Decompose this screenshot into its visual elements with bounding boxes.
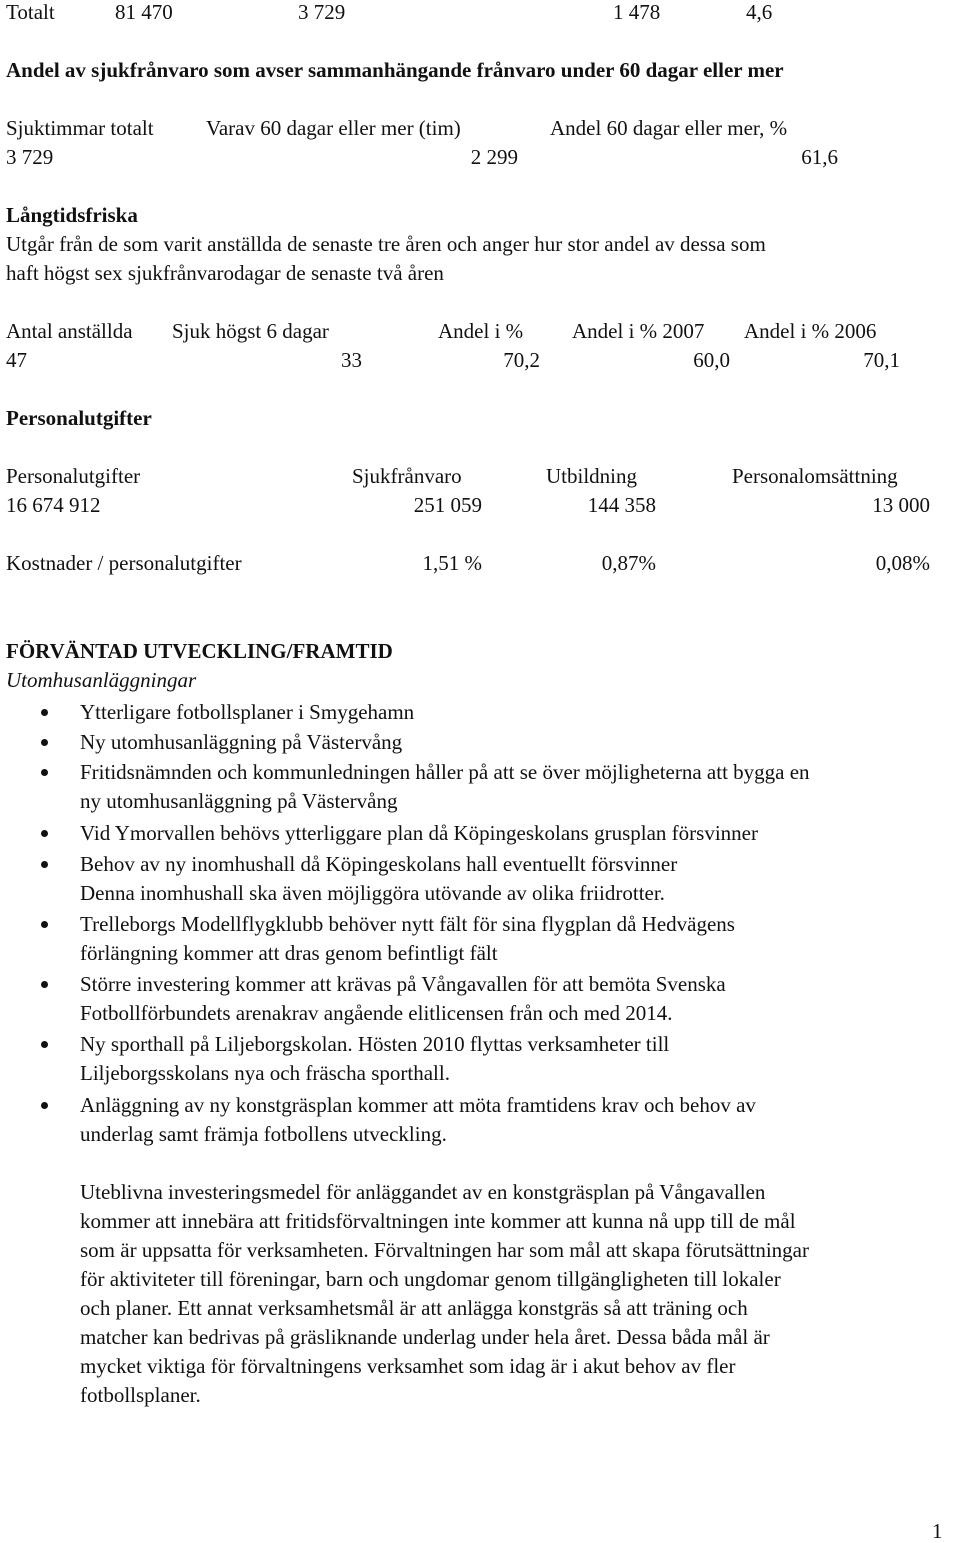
bullet-text-line: Fotbollförbundets arenakrav angående elitlicensen från och med 2014. [80,1001,673,1025]
long-absence-header-1: Sjuktimmar totalt [6,116,154,140]
bullet-icon [41,769,48,776]
paragraph-line: för aktiviteter till föreningar, barn och ungdomar genom tillgängligheten till lokaler [80,1267,781,1291]
healthy-header-1: Antal anställda [6,319,133,343]
healthy-value-3: 70,2 [503,348,540,372]
bullet-icon [41,709,48,716]
totals-value-2: 3 729 [298,0,346,24]
bullet-text-line: förlängning kommer att dras genom befintligt fält [80,941,498,965]
healthy-header-2: Sjuk högst 6 dagar [172,319,329,343]
healthy-header-3: Andel i % [438,319,524,343]
healthy-value-2: 33 [341,348,362,372]
personnel-header-3: Utbildning [546,464,638,488]
bullet-icon [41,830,48,837]
bullet-icon [41,981,48,988]
long-absence-value-2: 2 299 [470,145,518,169]
healthy-value-5: 70,1 [863,348,900,372]
cost-ratio-training: 0,87% [601,551,656,575]
personnel-heading: Personalutgifter [6,406,152,430]
future-subheading: Utomhusanläggningar [6,668,197,692]
bullet-text-line: Ny sporthall på Liljeborgskolan. Hösten 2010 flyttas verksamheter till [80,1032,670,1056]
bullet-text-line: Större investering kommer att krävas på Vångavallen för att bemöta Svenska [80,972,726,996]
personnel-value-1: 16 674 912 [6,493,101,517]
personnel-value-4: 13 000 [872,493,930,517]
healthy-value-4: 60,0 [693,348,730,372]
bullet-text-line: Trelleborgs Modellflygklubb behöver nytt fält för sina flygplan då Hedvägens [80,912,735,936]
personnel-header-2: Sjukfrånvaro [352,464,462,488]
personnel-header-1: Personalutgifter [6,464,141,488]
paragraph-line: kommer att innebära att fritidsförvaltningen inte kommer att kunna nå upp till de mål [80,1209,796,1233]
totals-value-4: 4,6 [746,0,773,24]
bullet-icon [41,1102,48,1109]
paragraph-line: och planer. Ett annat verksamhetsmål är att anlägga konstgräs så att träning och [80,1296,748,1320]
cost-ratio-turnover: 0,08% [875,551,930,575]
cost-ratio-sick-leave: 1,51 % [422,551,482,575]
paragraph-line: matcher kan bedrivas på gräsliknande underlag under hela året. Dessa båda mål är [80,1325,770,1349]
bullet-text-line: Anläggning av ny konstgräsplan kommer att möta framtidens krav och behov av [80,1093,756,1117]
bullet-icon [41,921,48,928]
healthy-heading: Långtidsfriska [6,203,138,227]
page-number: 1 [932,1519,943,1543]
bullet-icon [41,739,48,746]
bullet-icon [41,861,48,868]
totals-value-3: 1 478 [613,0,661,24]
paragraph-line: Uteblivna investeringsmedel för anläggandet av en konstgräsplan på Vångavallen [80,1180,766,1204]
future-heading: FÖRVÄNTAD UTVECKLING/FRAMTID [6,639,393,663]
totals-value-1: 81 470 [115,0,173,24]
totals-label: Totalt [6,0,55,24]
healthy-description-line-2: haft högst sex sjukfrånvarodagar de senaste två åren [6,261,444,285]
long-absence-value-1: 3 729 [6,145,54,169]
long-absence-heading: Andel av sjukfrånvaro som avser sammanhängande frånvaro under 60 dagar eller mer [6,58,784,82]
bullet-text-line: Ny utomhusanläggning på Västervång [80,730,403,754]
paragraph-line: som är uppsatta för verksamheten. Förvaltningen har som mål att skapa förutsättningar [80,1238,809,1262]
personnel-header-4: Personalomsättning [732,464,898,488]
healthy-header-5: Andel i % 2006 [744,319,877,343]
long-absence-header-3: Andel 60 dagar eller mer, % [550,116,788,140]
bullet-text-line: Denna inomhushall ska även möjliggöra utövande av olika friidrotter. [80,881,665,905]
healthy-header-4: Andel i % 2007 [572,319,705,343]
bullet-icon [41,1041,48,1048]
healthy-value-1: 47 [6,348,27,372]
cost-ratio-label: Kostnader / personalutgifter [6,551,242,575]
bullet-text-line: Behov av ny inomhushall då Köpingeskolans hall eventuellt försvinner [80,852,678,876]
personnel-value-2: 251 059 [413,493,482,517]
paragraph-line: mycket viktiga för förvaltningens verksamhet som idag är i akut behov av fler [80,1354,736,1378]
bullet-text-line: ny utomhusanläggning på Västervång [80,789,398,813]
long-absence-value-3: 61,6 [801,145,838,169]
long-absence-header-2: Varav 60 dagar eller mer (tim) [206,116,461,140]
personnel-value-3: 144 358 [587,493,656,517]
bullet-text-line: Liljeborgsskolans nya och fräscha sporthall. [80,1061,450,1085]
bullet-text-line: underlag samt främja fotbollens utveckling. [80,1122,447,1146]
healthy-description-line-1: Utgår från de som varit anställda de senaste tre åren och anger hur stor andel av dessa som [6,232,766,256]
bullet-text-line: Fritidsnämnden och kommunledningen håller på att se över möjligheterna att bygga en [80,760,810,784]
bullet-text-line: Vid Ymorvallen behövs ytterliggare plan då Köpingeskolans grusplan försvinner [80,821,758,845]
bullet-text-line: Ytterligare fotbollsplaner i Smygehamn [80,700,415,724]
paragraph-line: fotbollsplaner. [80,1383,201,1407]
